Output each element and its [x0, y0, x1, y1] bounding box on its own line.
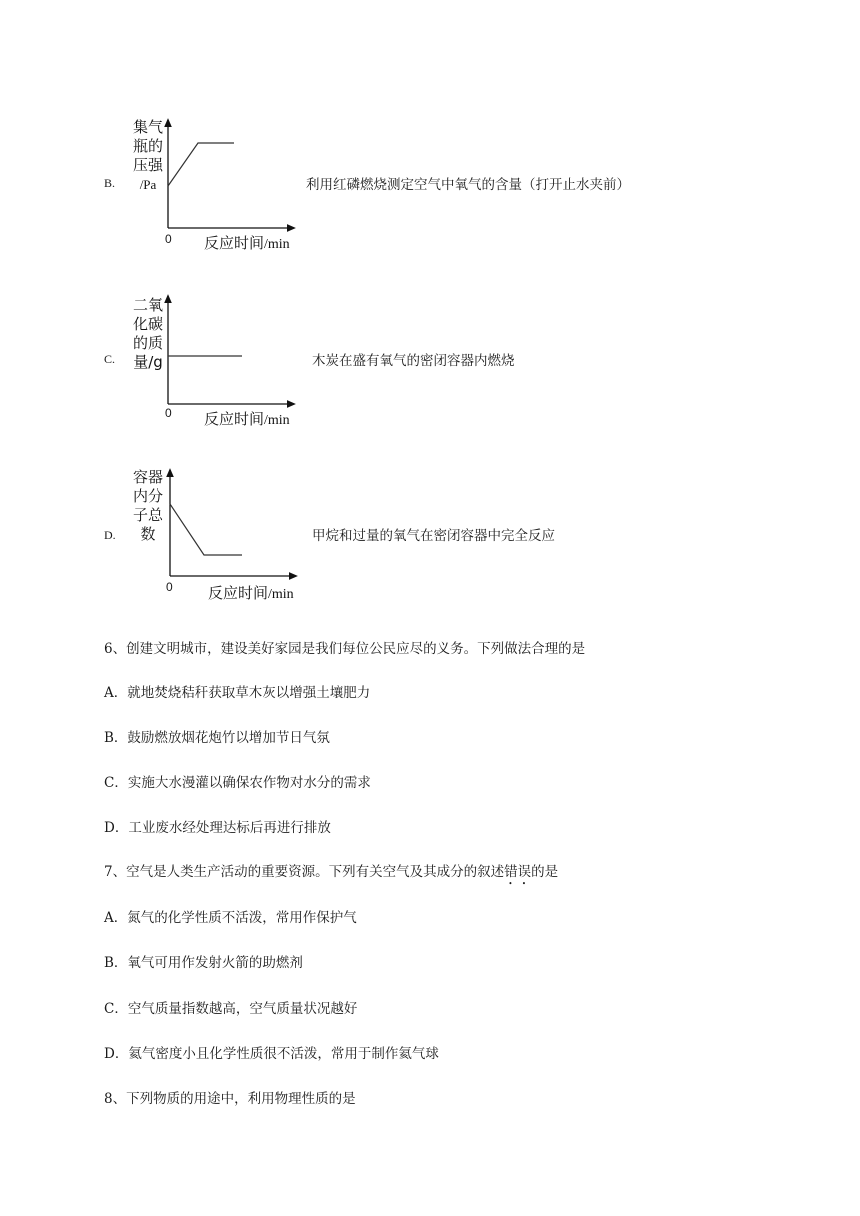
- graph-c-y-label: 二氧 化碳 的质 量/g: [132, 296, 163, 371]
- q7-stem-before: 7、空气是人类生产活动的重要资源。下列有关空气及其成分的叙述: [104, 864, 505, 880]
- graph-d-axes: [120, 462, 320, 602]
- q8-stem: 8、下列物质的用途中，利用物理性质的是: [104, 1091, 356, 1107]
- graph-b-axes: [120, 112, 320, 252]
- graph-b-origin: 0: [165, 232, 172, 246]
- graph-d: [120, 462, 320, 602]
- q6-option-a: A．就地焚烧秸秆获取草木灰以增强土壤肥力: [104, 685, 371, 701]
- q7-option-a: A．氮气的化学性质不活泼，常用作保护气: [104, 910, 357, 926]
- q7-stem-after: 的是: [531, 864, 559, 880]
- option-c-letter: C.: [104, 352, 116, 366]
- graph-d-origin: 0: [166, 580, 173, 594]
- option-b-letter: B.: [104, 176, 116, 190]
- graph-c-origin: 0: [165, 406, 172, 420]
- q7-stem: [104, 860, 558, 888]
- graph-c-x-label: 反应时间/min: [204, 410, 290, 428]
- graph-b-y-label: 集气 瓶的 压强 /Pa: [132, 118, 163, 192]
- graph-b: [120, 112, 320, 252]
- option-d-description: 甲烷和过量的氧气在密闭容器中完全反应: [312, 528, 555, 544]
- graph-c: [120, 290, 320, 430]
- q6-option-b: B．鼓励燃放烟花炮竹以增加节日气氛: [104, 730, 330, 746]
- q7-option-c: C．空气质量指数越高，空气质量状况越好: [104, 1001, 358, 1017]
- graph-d-curve: [170, 504, 242, 555]
- q7-option-b: B．氧气可用作发射火箭的助燃剂: [104, 955, 303, 971]
- q6-option-c: C．实施大水漫灌以确保农作物对水分的需求: [104, 775, 371, 791]
- q7-stem-emphasis: 错误: [504, 864, 532, 880]
- option-b-description: 利用红磷燃烧测定空气中氧气的含量（打开止水夹前）: [306, 177, 630, 193]
- option-d-letter: D.: [104, 528, 116, 542]
- q7-option-d: D．氦气密度小且化学性质很不活泼，常用于制作氦气球: [104, 1046, 439, 1062]
- graph-d-y-label: 容器 内分 子总 数: [132, 468, 163, 543]
- graph-b-curve: [168, 143, 234, 186]
- option-c-description: 木炭在盛有氧气的密闭容器内燃烧: [312, 353, 515, 369]
- q6-stem: 6、创建文明城市，建设美好家园是我们每位公民应尽的义务。下列做法合理的是: [104, 641, 586, 657]
- q6-option-d: D．工业废水经处理达标后再进行排放: [104, 820, 331, 836]
- graph-b-x-label: 反应时间/min: [204, 234, 290, 252]
- graph-d-x-label: 反应时间/min: [208, 584, 294, 602]
